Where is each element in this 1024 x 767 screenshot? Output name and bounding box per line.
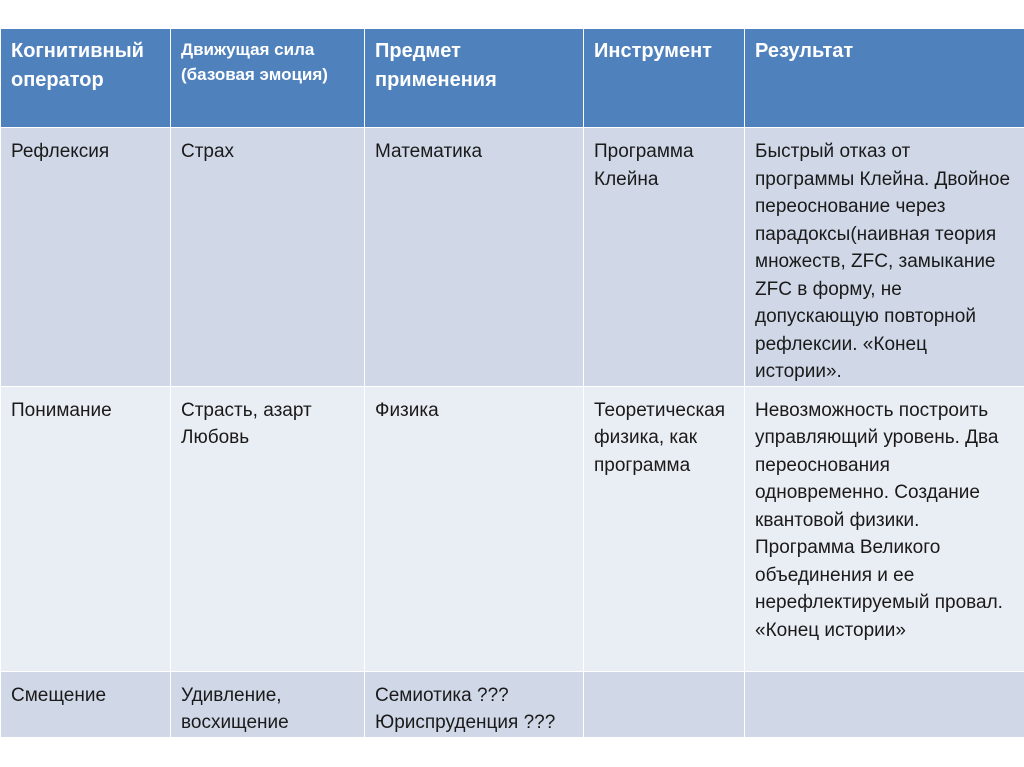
cell-result [745,671,1024,737]
header-cognitive-operator: Когнитивный оператор [1,29,171,128]
table-row [1,128,1024,387]
table-row [1,386,1024,671]
table-row [1,671,1024,737]
cell-operator: Рефлексия [1,128,171,387]
cell-tool [584,671,745,737]
cell-subject: Математика [365,128,584,387]
cell-operator: Понимание [1,386,171,671]
cell-tool: Программа Клейна [584,128,745,387]
cell-force: Страх [171,128,365,387]
cell-subject: Физика [365,386,584,671]
cell-result: Невозможность построить управляющий уровень. Два переоснования одновременно. Создание квантовой физики. Программа Великого объединения и ее нерефлектируемый провал. «Конец истории» [745,386,1024,671]
header-result: Результат [745,29,1024,128]
table-header-row [1,29,1024,128]
header-tool: Инструмент [584,29,745,128]
header-subject: Предмет применения [365,29,584,128]
cell-tool: Теоретическая физика, как программа [584,386,745,671]
cell-operator: Смещение [1,671,171,737]
cell-subject: Семиотика ??? Юриспруденция ??? [365,671,584,737]
cell-force: Страсть, азарт Любовь [171,386,365,671]
cell-result: Быстрый отказ от программы Клейна. Двойное переоснование через парадоксы(наивная теория множеств, ZFC, замыкание ZFC в форму, не допускающую повторной рефлексии. «Конец истории». [745,128,1024,387]
header-driving-force: Движущая сила (базовая эмоция) [171,29,365,128]
cognitive-operators-table [0,28,1024,738]
cell-force: Удивление, восхищение [171,671,365,737]
